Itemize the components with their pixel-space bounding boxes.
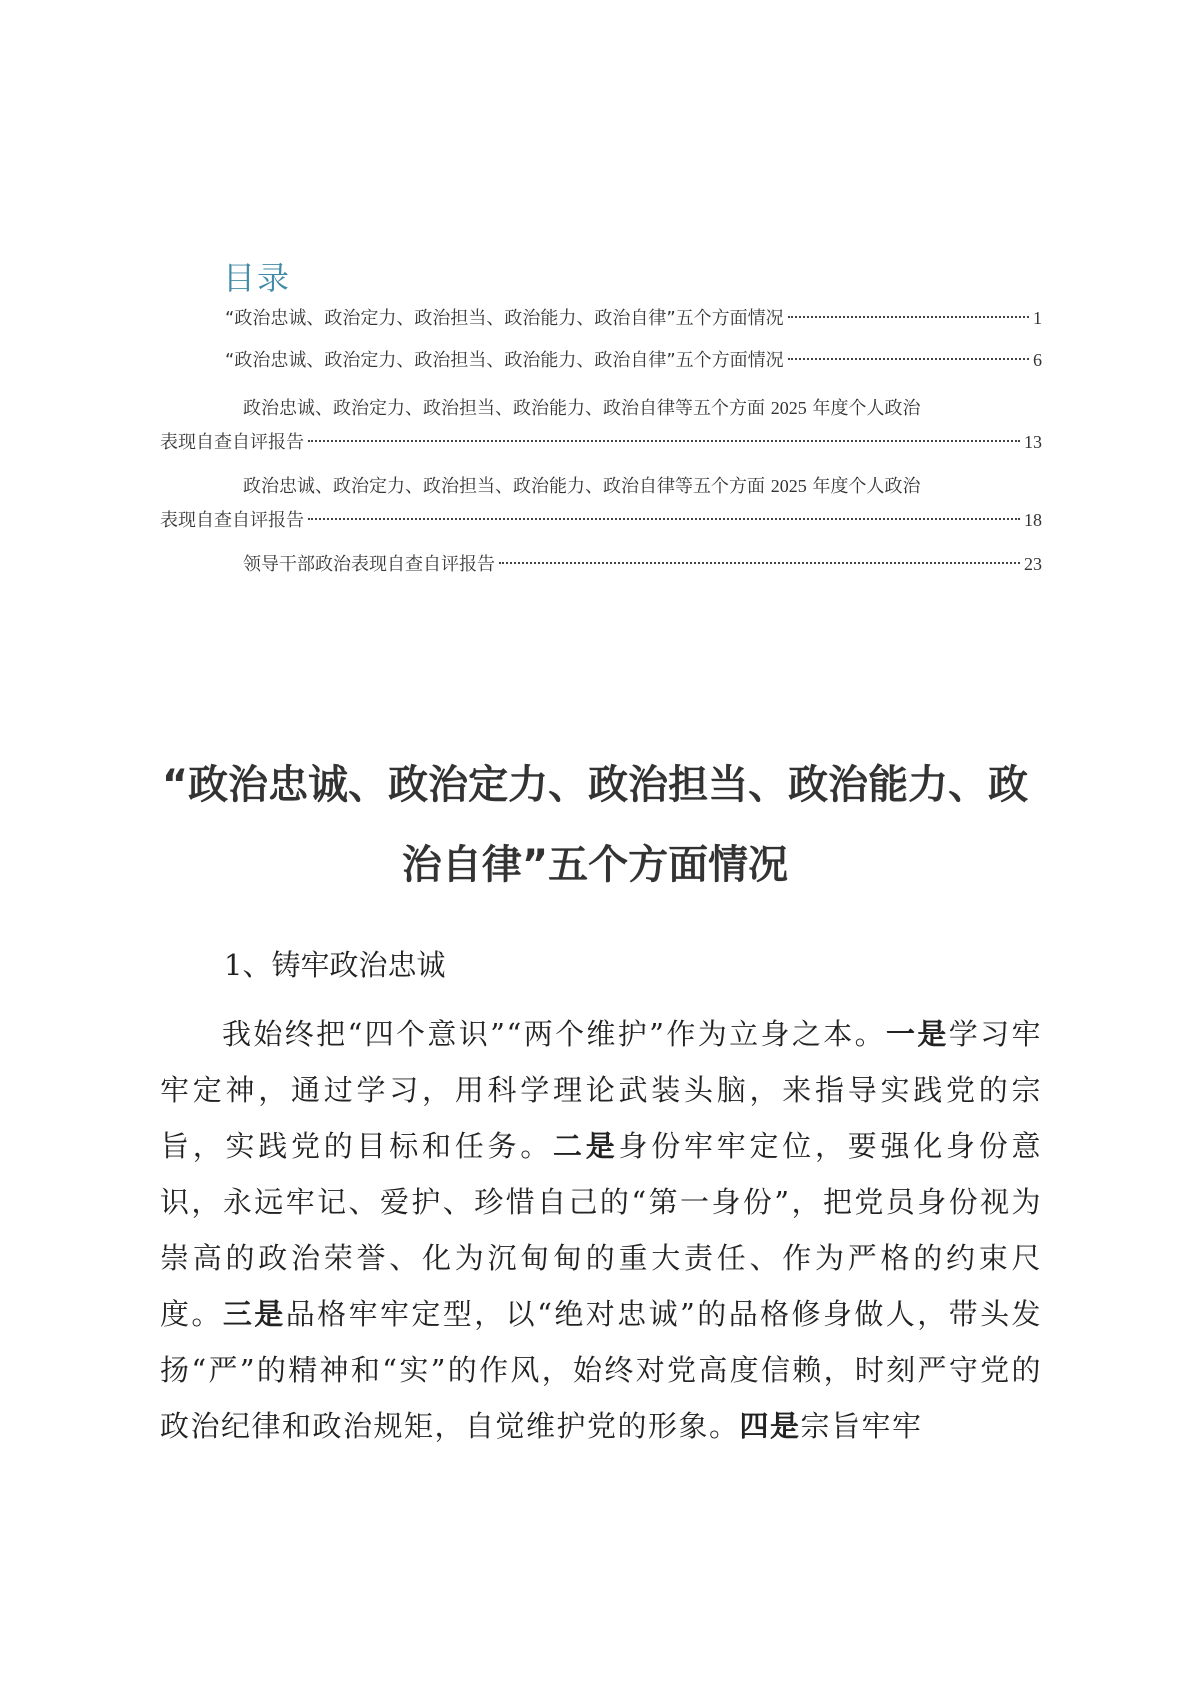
paragraph-text: 身份牢牢定位，要强化身份意识，永远牢记、爱护、珍惜自己的“第一身份”，把党员身份视为崇高的政治荣誉、化为沉甸甸的重大责任、作为严格的约束尺度。	[160, 1129, 1042, 1331]
paragraph-text: 宗旨牢牢	[800, 1409, 923, 1443]
paragraph-emphasis: 四是	[739, 1409, 801, 1443]
toc-entry-title: “政治忠诚、政治定力、政治担当、政治能力、政治自律”五个方面情况	[225, 350, 784, 371]
toc-entry[interactable]	[225, 345, 1042, 375]
toc-entry-title-part: 年度个人政治	[812, 476, 921, 497]
toc-entry-title-part: 政治忠诚、政治定力、政治担当、政治能力、政治自律等五个方面	[243, 476, 765, 497]
section-heading: 1、铸牢政治忠诚	[224, 948, 446, 982]
toc-entry-page: 6	[1033, 350, 1042, 370]
toc-entry-title: 领导干部政治表现自查自评报告	[243, 554, 495, 575]
paragraph-emphasis: 二是	[552, 1129, 619, 1163]
toc-entry-year: 2025	[770, 476, 807, 496]
toc-entry-title-part: 政治忠诚、政治定力、政治担当、政治能力、政治自律等五个方面	[243, 398, 765, 419]
toc-leader-dots	[788, 358, 1029, 360]
toc-entry[interactable]	[225, 303, 1042, 333]
toc-entry-page: 13	[1024, 432, 1042, 452]
toc-leader-dots	[788, 316, 1029, 318]
toc-leader-dots	[308, 518, 1020, 520]
toc-entry-title-part: 年度个人政治	[812, 398, 921, 419]
toc-entry[interactable]	[243, 549, 1042, 579]
toc-entry-title-part: 表现自查自评报告	[160, 432, 304, 453]
toc-entry-title: “政治忠诚、政治定力、政治担当、政治能力、政治自律”五个方面情况	[225, 308, 784, 329]
body-paragraph	[160, 1006, 1042, 1454]
document-title-line: 治自律”五个方面情况	[401, 842, 789, 888]
paragraph-text: 我始终把“四个意识”“两个维护”作为立身之本。	[222, 1017, 886, 1051]
toc-entry-line2[interactable]	[160, 505, 1042, 535]
toc-entry-line1[interactable]	[243, 471, 1043, 501]
paragraph-emphasis: 一是	[885, 1017, 949, 1051]
paragraph-text: 学习牢牢定神，通过学习，用科学理论武装头脑，来指导实践党的宗旨，实践党的目标和任务。	[160, 1017, 1042, 1163]
document-title-line: “政治忠诚、政治定力、政治担当、政治能力、政	[161, 762, 1029, 808]
document-title	[150, 745, 1040, 905]
toc-entry-page: 23	[1024, 554, 1042, 574]
paragraph-emphasis: 三是	[222, 1297, 286, 1331]
toc-leader-dots	[499, 562, 1020, 564]
toc-leader-dots	[308, 440, 1020, 442]
toc-heading: 目录	[223, 259, 292, 297]
toc-entry-page: 1	[1033, 308, 1042, 328]
toc-entry-line2[interactable]	[160, 427, 1042, 457]
toc-entry-line1[interactable]	[243, 393, 1043, 423]
toc-entry-year: 2025	[770, 398, 807, 418]
toc-entry-title-part: 表现自查自评报告	[160, 510, 304, 531]
paragraph-text: 品格牢牢定型，以“绝对忠诚”的品格修身做人，带头发扬“严”的精神和“实”的作风，始终对党高度信赖，时刻严守党的政治纪律和政治规矩，自觉维护党的形象。	[160, 1297, 1042, 1443]
toc-entry-page: 18	[1024, 510, 1042, 530]
